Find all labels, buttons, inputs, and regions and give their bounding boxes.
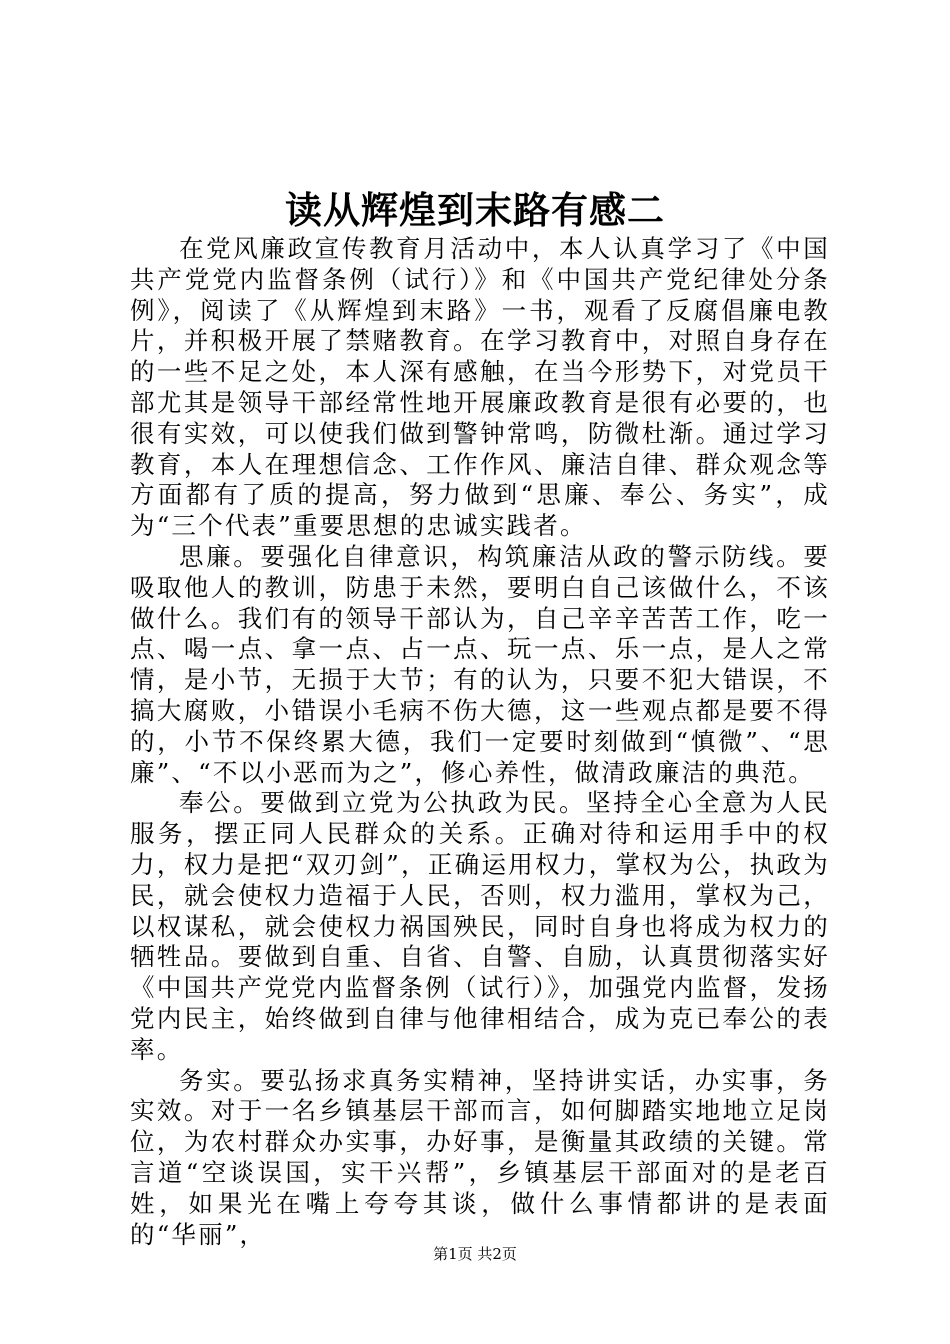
paragraph-intro: 在党风廉政宣传教育月活动中，本人认真学习了《中国共产党党内监督条例（试行）》和《中国共产党纪律处分条例》，阅读了《从辉煌到末路》一书，观看了反腐倡廉电教片，并积极开展了禁赌教育。在学习教育中，对照自身存在的一些不足之处，本人深有感触，在当今形势下，对党员干部尤其是领导干部经常性地开展廉政教育是很有必要的，也很有实效，可以使我们做到警钟常鸣，防微杜渐。通过学习教育，本人在理想信念、工作作风、廉洁自律、群众观念等方面都有了质的提高，努力做到“思廉、奉公、务实”，成为“三个代表”重要思想的忠诚实践者。	[130, 234, 830, 541]
document-title: 读从辉煌到末路有感二	[285, 188, 665, 232]
paragraph-silian: 思廉。要强化自律意识，构筑廉洁从政的警示防线。要吸取他人的教训，防患于未然，要明白自己该做什么，不该做什么。我们有的领导干部认为，自己辛辛苦苦工作，吃一点、喝一点、拿一点、占一点、玩一点、乐一点，是人之常情，是小节，无损于大节；有的认为，只要不犯大错误，不搞大腐败，小错误小毛病不伤大德，这一些观点都是要不得的，小节不保终累大德，我们一定要时刻做到“慎微”、“思廉”、“不以小恶而为之”，修心养性，做清政廉洁的典范。	[130, 541, 830, 787]
paragraph-fenggong: 奉公。要做到立党为公执政为民。坚持全心全意为人民服务，摆正同人民群众的关系。正确对待和运用手中的权力，权力是把“双刃剑”，正确运用权力，掌权为公，执政为民，就会使权力造福于人民，否则，权力滥用，掌权为己，以权谋私，就会使权力祸国殃民，同时自身也将成为权力的牺牲品。要做到自重、自省、自警、自励，认真贯彻落实好《中国共产党党内监督条例（试行）》，加强党内监督，发扬党内民主，始终做到自律与他律相结合，成为克已奉公的表率。	[130, 788, 830, 1064]
paragraph-wushi: 务实。要弘扬求真务实精神，坚持讲实话，办实事，务实效。对于一名乡镇基层干部而言，如何脚踏实地地立足岗位，为农村群众办实事，办好事，是衡量其政绩的关键。常言道“空谈误国，实干兴帮”，乡镇基层干部面对的是老百姓，如果光在嘴上夸夸其谈，做什么事情都讲的是表面的“华丽”，	[130, 1065, 830, 1249]
document-body	[130, 234, 830, 1250]
page-footer: 第1页 共2页	[433, 1245, 517, 1263]
